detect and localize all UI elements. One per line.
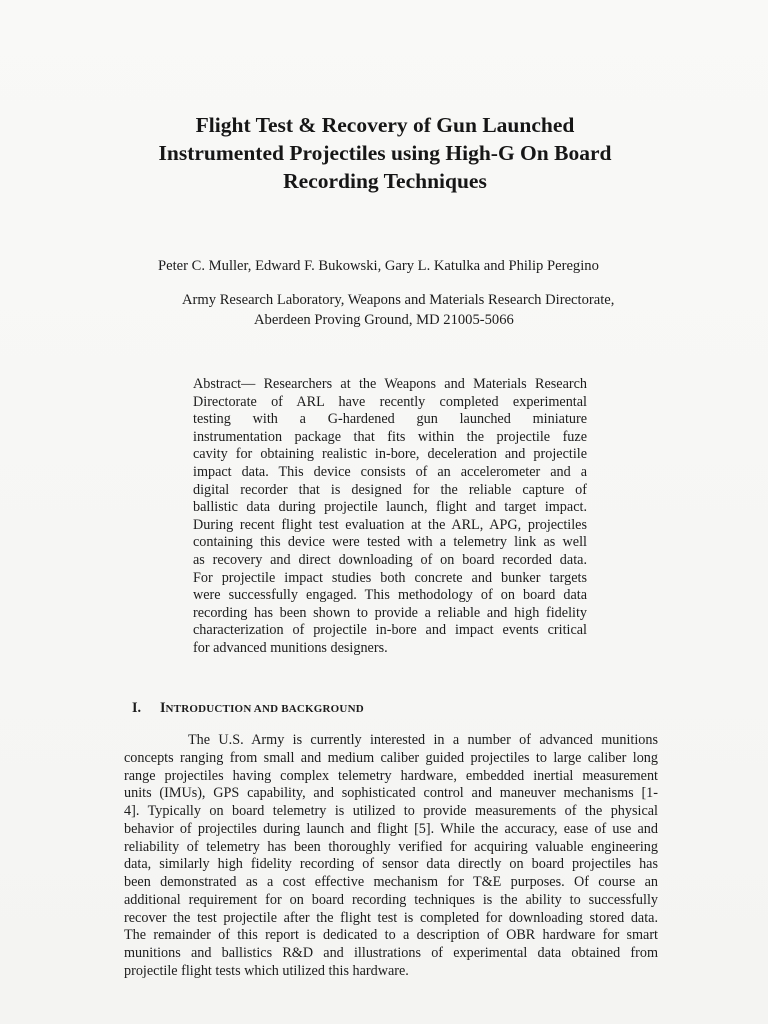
abstract-line: containing this device were tested with a telemetry link as well: [193, 534, 587, 551]
abstract-line: digital recorder that is designed for the reliable capture of: [193, 481, 587, 498]
abstract-line: instrumentation package that fits within the projectile fuze: [193, 428, 587, 445]
affiliation-line: Army Research Laboratory, Weapons and Materials Research Directorate,: [182, 292, 615, 308]
abstract: [193, 376, 587, 658]
section-title-initial: I: [160, 700, 166, 716]
section-number: I.: [132, 700, 142, 716]
body-line: The U.S. Army is currently interested in a number of advanced munitions: [188, 732, 658, 748]
author-list: Peter C. Muller, Edward F. Bukowski, Gary L. Katulka and Philip Peregino: [158, 258, 599, 274]
body-line: munitions and ballistics R&D and illustrations of experimental data obtained from: [124, 945, 658, 961]
abstract-line: ballistic data during projectile launch, flight and target impact.: [193, 499, 587, 516]
body-line: concepts ranging from small and medium caliber guided projectiles to large caliber long: [124, 749, 658, 766]
abstract-line: During recent flight test evaluation at the ARL, APG, projectiles: [193, 516, 587, 533]
body-line: recover the test projectile after the flight test is completed for downloading stored data.: [124, 909, 658, 926]
abstract-line: Abstract— Researchers at the Weapons and Materials Research: [193, 376, 587, 392]
section-heading: [132, 700, 364, 717]
body-line: The remainder of this report is dedicated to a description of OBR hardware for smart: [124, 927, 658, 944]
abstract-line: characterization of projectile in-bore and impact events critical: [193, 622, 587, 639]
abstract-line: testing with a G-hardened gun launched miniature: [193, 411, 587, 428]
body-line: behavior of projectiles during launch and flight [5]. While the accuracy, ease of use and: [124, 820, 658, 837]
title-line: Flight Test & Recovery of Gun Launched: [195, 113, 575, 137]
title-line: Recording Techniques: [283, 169, 487, 193]
abstract-line: impact data. This device consists of an accelerometer and a: [193, 463, 587, 480]
body-line: data, similarly high fidelity recording of sensor data directly on board projectiles has: [124, 856, 658, 873]
body-line: additional requirement for on board recording techniques is the ability to successfully: [124, 891, 658, 908]
abstract-line: as recovery and direct downloading of on board recorded data.: [193, 551, 587, 568]
body-line: 4]. Typically on board telemetry is utilized to provide measurements of the physical: [124, 803, 658, 819]
body-line: range projectiles having complex telemetry hardware, embedded inertial measurement: [124, 767, 658, 784]
section-title-rest: NTRODUCTION AND: [165, 703, 282, 715]
body-line: been demonstrated as a cost effective mechanism for T&E purposes. Of course an: [124, 874, 658, 890]
abstract-line: for advanced munitions designers.: [193, 639, 388, 656]
paper-title: [100, 111, 670, 195]
section-title-rest: BACKGROUND: [281, 703, 364, 715]
body-line: reliability of telemetry has been thoroughly verified for acquiring valuable engineering: [124, 838, 658, 855]
title-line: Instrumented Projectiles using High-G On Board: [158, 141, 612, 165]
abstract-line: For projectile impact studies both concrete and bunker targets: [193, 569, 587, 586]
abstract-line: were successfully engaged. This methodology of on board data: [193, 587, 587, 604]
body-line: projectile flight tests which utilized this hardware.: [124, 962, 409, 979]
body-line: units (IMUs), GPS capability, and sophisticated control and maneuver mechanisms [1-: [124, 785, 658, 802]
abstract-line: Directorate of ARL have recently completed experimental: [193, 393, 587, 410]
abstract-line: recording has been shown to provide a reliable and high fidelity: [193, 604, 587, 621]
abstract-line: cavity for obtaining realistic in-bore, deceleration and projectile: [193, 446, 587, 463]
affiliation-line: Aberdeen Proving Ground, MD 21005-5066: [254, 312, 514, 328]
section-body: [124, 732, 658, 981]
